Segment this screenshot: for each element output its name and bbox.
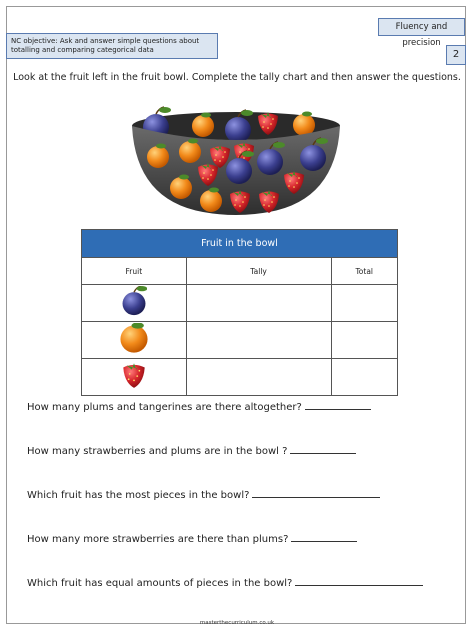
answer-blank[interactable] <box>252 487 380 498</box>
tally-cell[interactable] <box>186 322 331 359</box>
objective-box <box>6 33 218 59</box>
answer-blank[interactable] <box>290 443 356 454</box>
fruit-bowl-illustration <box>128 100 344 218</box>
tally-cell[interactable] <box>186 285 331 322</box>
instruction-text: Look at the fruit left in the fruit bowl. Complete the tally chart and then answer the questions. <box>13 72 461 83</box>
total-cell[interactable] <box>331 285 398 322</box>
total-cell[interactable] <box>331 322 398 359</box>
objective-text: NC objective: Ask and answer simple questions about totalling and comparing categorical data <box>11 37 200 54</box>
plum-icon <box>121 286 147 316</box>
question-text: How many strawberries and plums are in the bowl ? <box>27 446 288 457</box>
strand-box <box>378 18 465 48</box>
question-text: Which fruit has the most pieces in the bowl? <box>27 490 250 501</box>
answer-blank[interactable] <box>295 575 423 586</box>
question-4 <box>27 531 357 545</box>
answer-blank[interactable] <box>291 531 357 542</box>
question-2 <box>27 443 356 457</box>
tally-cell[interactable] <box>186 359 331 396</box>
fruit-cell <box>82 359 187 396</box>
table-row <box>82 285 398 322</box>
answer-blank[interactable] <box>305 399 371 410</box>
fruit-cell <box>82 285 187 322</box>
table-row <box>82 359 398 396</box>
column-header-fruit: Fruit <box>82 258 187 285</box>
page-number: 2 <box>452 49 460 60</box>
table-title: Fruit in the bowl <box>82 230 398 258</box>
question-5 <box>27 575 423 589</box>
fruit-cell <box>82 322 187 359</box>
column-header-tally: Tally <box>186 258 331 285</box>
question-text: How many more strawberries are there than plums? <box>27 534 289 545</box>
table-row <box>82 322 398 359</box>
tally-chart <box>81 229 398 396</box>
strawberry-icon <box>120 360 148 390</box>
question-1 <box>27 399 371 413</box>
page-number-box <box>446 45 466 65</box>
column-header-total: Total <box>331 258 398 285</box>
question-3 <box>27 487 380 501</box>
total-cell[interactable] <box>331 359 398 396</box>
tangerine-icon <box>119 323 149 353</box>
question-text: How many plums and tangerines are there altogether? <box>27 402 302 413</box>
footer-url: masterthecurriculum.co.uk <box>199 620 275 626</box>
strand-text: Fluency and precision <box>395 22 448 48</box>
question-text: Which fruit has equal amounts of pieces in the bowl? <box>27 578 293 589</box>
